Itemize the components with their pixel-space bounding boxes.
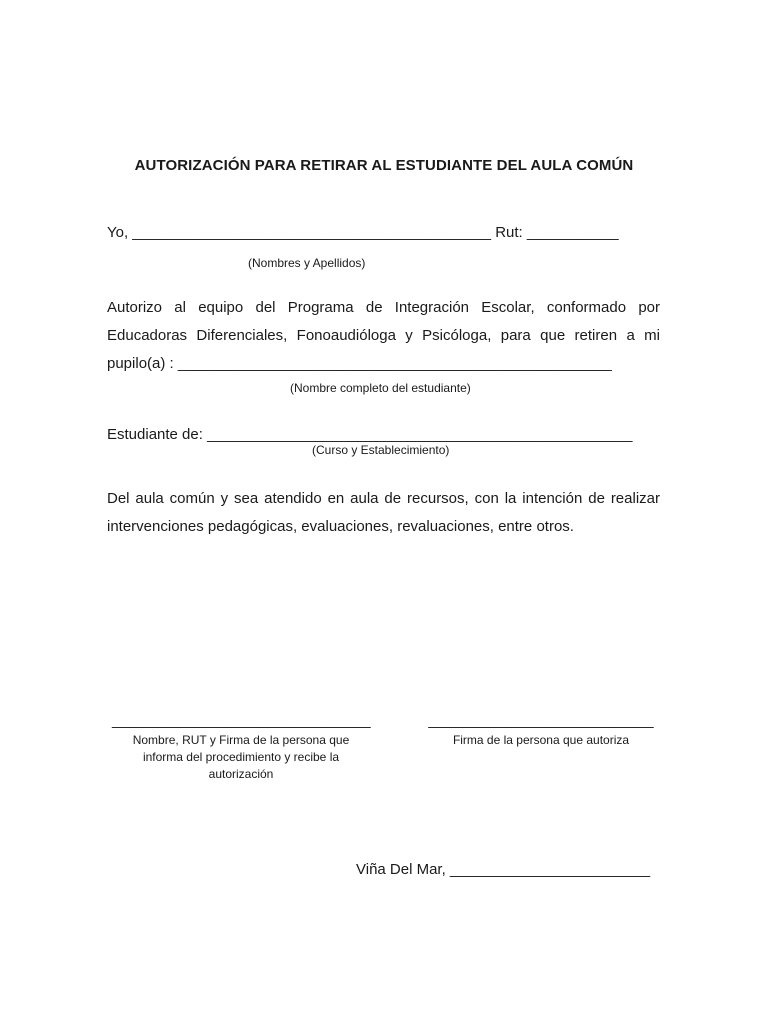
- autorizo-line-2: Educadoras Diferenciales, Fonoaudióloga y Psicóloga, para que retiren a mi: [107, 327, 660, 344]
- aula-line-2: intervenciones pedagógicas, evaluaciones, revaluaciones, entre otros.: [107, 518, 574, 535]
- signature-right-line: ___________________________: [428, 712, 654, 729]
- estudiante-caption: (Curso y Establecimiento): [312, 443, 450, 457]
- document-title: AUTORIZACIÓN PARA RETIRAR AL ESTUDIANTE DEL AULA COMÚN: [134, 157, 634, 174]
- place-date-line: Viña Del Mar, ________________________: [356, 861, 651, 878]
- yo-caption: (Nombres y Apellidos): [248, 256, 366, 270]
- pupilo-line: pupilo(a) : ____________________________________________________: [107, 355, 612, 372]
- signature-right: [420, 712, 662, 749]
- signature-left: [112, 712, 370, 783]
- signature-left-line: _______________________________: [112, 712, 371, 729]
- signature-right-caption: Firma de la persona que autoriza: [452, 733, 630, 747]
- aula-line-1: Del aula común y sea atendido en aula de recursos, con la intención de realizar: [107, 490, 660, 507]
- pupilo-caption: (Nombre completo del estudiante): [290, 381, 471, 395]
- autorizo-paragraph: [107, 294, 660, 378]
- estudiante-line: Estudiante de: ___________________________________________________: [107, 426, 633, 443]
- signature-left-caption: Nombre, RUT y Firma de la persona que informa del procedimiento y recibe la autorización: [132, 733, 350, 781]
- yo-line: Yo, ___________________________________________ Rut: ___________: [107, 224, 619, 241]
- autorizo-line-1: Autorizo al equipo del Programa de Integración Escolar, conformado por: [107, 299, 660, 316]
- aula-paragraph: [107, 485, 660, 541]
